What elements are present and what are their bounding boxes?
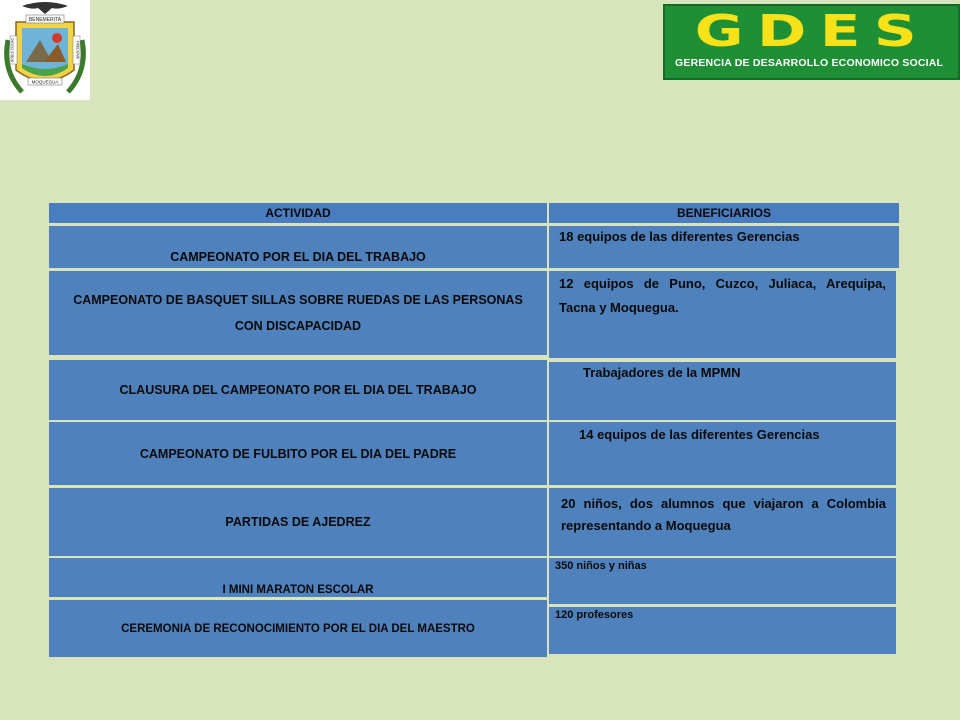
table-row-beneficiarios: 20 niños, dos alumnos que viajaron a Colombia representando a Moquegua (549, 488, 896, 556)
municipal-crest-logo (0, 0, 90, 100)
svg-text:NOBLE CIUDAD: NOBLE CIUDAD (10, 38, 15, 62)
table-row-actividad: PARTIDAS DE AJEDREZ (49, 488, 547, 556)
table-row-beneficiarios: 350 niños y niñas (549, 558, 896, 604)
svg-text:FIDELISIMA: FIDELISIMA (75, 41, 80, 59)
gdes-logo (663, 4, 960, 80)
crest-emblem-icon (0, 0, 90, 100)
table-row-actividad: CAMPEONATO DE BASQUET SILLAS SOBRE RUEDAS DE LAS PERSONAS CON DISCAPACIDAD (49, 271, 547, 355)
column-header-actividad: ACTIVIDAD (49, 203, 547, 223)
table-row-actividad: CAMPEONATO DE FULBITO POR EL DIA DEL PADRE (49, 422, 547, 485)
table-row-actividad: CLAUSURA DEL CAMPEONATO POR EL DIA DEL TRABAJO (49, 360, 547, 420)
table-row-actividad: CEREMONIA DE RECONOCIMIENTO POR EL DIA DEL MAESTRO (49, 600, 547, 657)
table-row-beneficiarios: Trabajadores de la MPMN (549, 362, 896, 420)
table-row-actividad: CAMPEONATO POR EL DIA DEL TRABAJO (49, 226, 547, 268)
table-row-beneficiarios: 12 equipos de Puno, Cuzco, Juliaca, Arequipa, Tacna y Moquegua. (549, 271, 896, 358)
table-row-beneficiarios: 120 profesores (549, 607, 896, 654)
logo-subtitle: GERENCIA DE DESARROLLO ECONOMICO SOCIAL (675, 57, 944, 69)
column-header-beneficiarios: BENEFICIARIOS (549, 203, 899, 223)
svg-text:BENEMERITA: BENEMERITA (28, 17, 62, 23)
svg-text:MOQUEGUA: MOQUEGUA (31, 79, 59, 85)
table-row-actividad: I MINI MARATON ESCOLAR (49, 558, 547, 597)
table-row-beneficiarios: 14 equipos de las diferentes Gerencias (549, 422, 896, 485)
logo-wordmark: GDES (694, 6, 931, 57)
table-row-beneficiarios: 18 equipos de las diferentes Gerencias (549, 226, 899, 268)
